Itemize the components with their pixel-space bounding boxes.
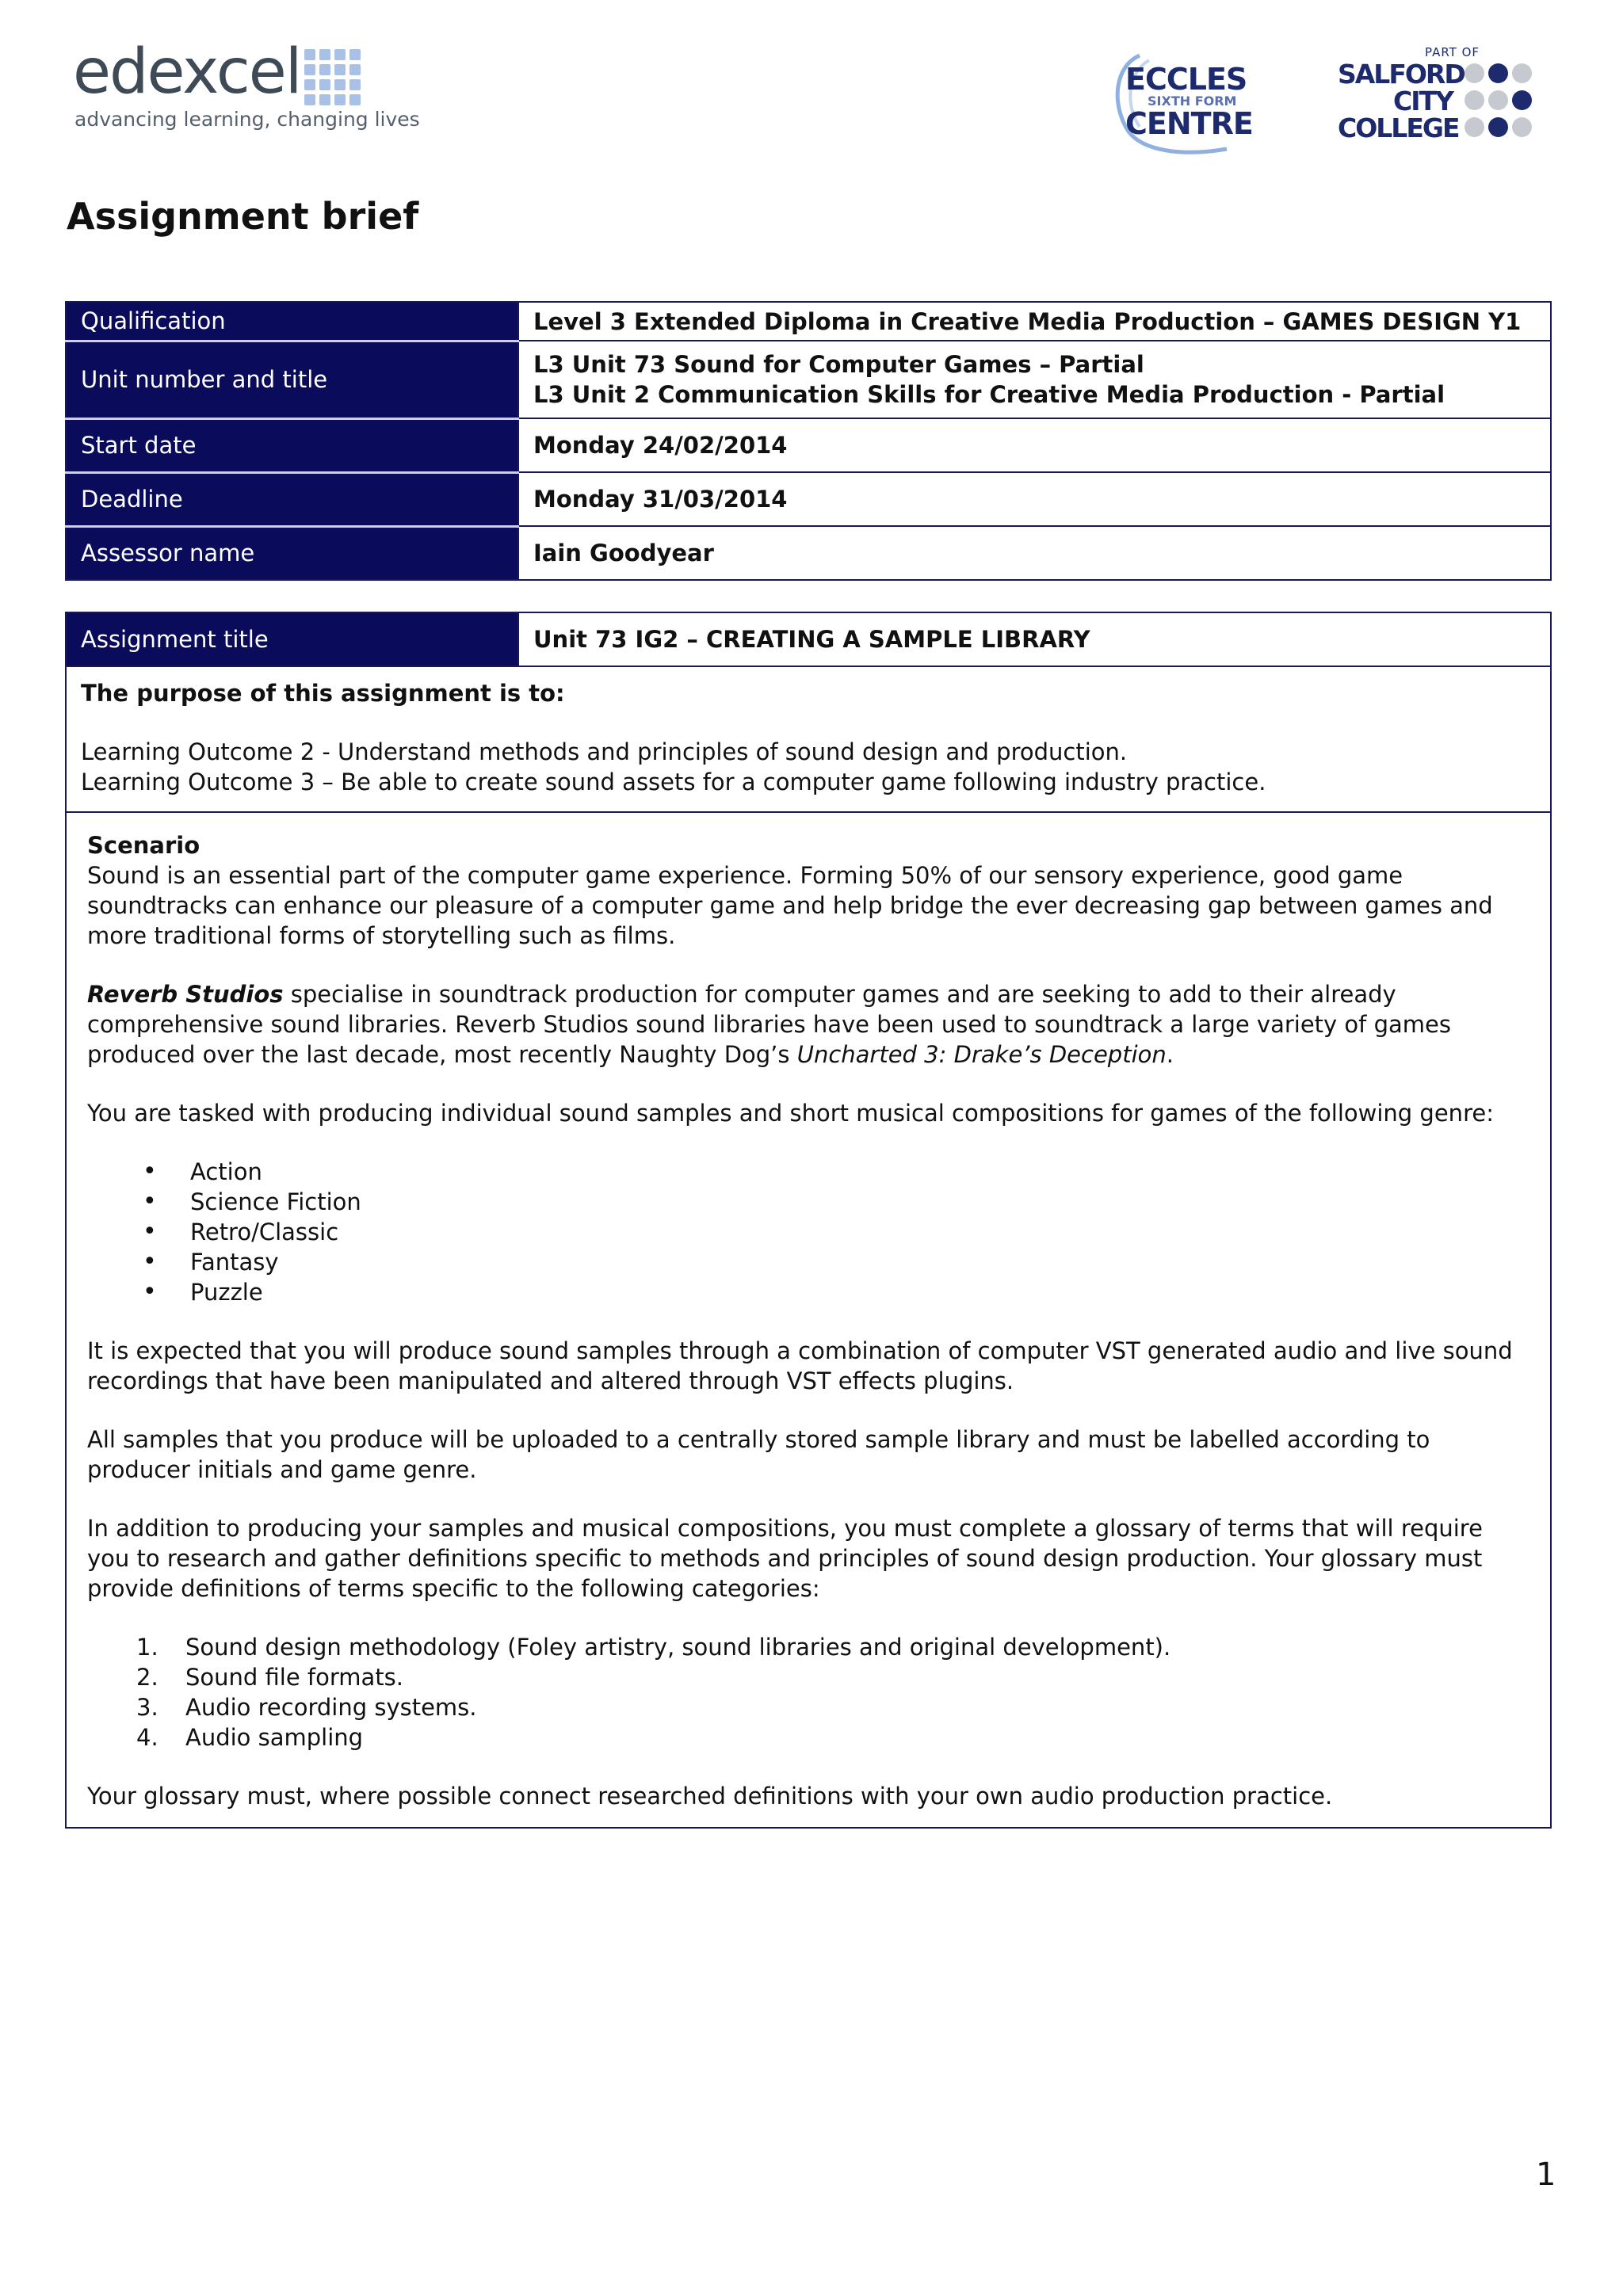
qualification-details-table	[65, 301, 1552, 581]
list-text: Audio recording systems.	[185, 1694, 477, 1721]
purpose-cell	[66, 666, 1551, 812]
page-title: Assignment brief	[67, 195, 419, 238]
salford-line3: COLLEGE	[1338, 113, 1459, 143]
genre-list	[87, 1157, 1529, 1307]
edexcel-wordmark: edexcel	[73, 36, 301, 108]
salford-dot-icon	[1488, 117, 1508, 137]
start-date-label: Start date	[66, 418, 518, 472]
scenario-cell	[66, 812, 1551, 1828]
list-item	[87, 1722, 1529, 1753]
list-item: • Science Fiction	[87, 1187, 1529, 1217]
list-item	[87, 1692, 1529, 1722]
assignment-title-row	[66, 612, 1551, 666]
studio-paragraph	[87, 979, 1529, 1070]
eccles-logo	[1108, 49, 1253, 158]
scenario-intro: Sound is an essential part of the computer game experience. Forming 50% of our sensory experience, good game soundtracks can enhance our pleasure of a computer game and help bridge the ever decreasing gap between games and more traditional forms of storytelling such as films.	[87, 862, 1493, 949]
salford-dot-icon	[1488, 63, 1508, 83]
studio-name: Reverb Studios	[87, 981, 284, 1008]
list-item: • Retro/Classic	[87, 1217, 1529, 1247]
purpose-heading: The purpose of this assignment is to:	[81, 680, 565, 707]
salford-dot-icon	[1465, 117, 1484, 137]
learning-outcome-3: Learning Outcome 3 – Be able to create sound assets for a computer game following industry practice.	[81, 769, 1266, 795]
unit-label: Unit number and title	[66, 341, 518, 418]
salford-dot-icon	[1512, 63, 1532, 83]
salford-dot-icon	[1512, 90, 1532, 110]
list-number: 1.	[136, 1634, 158, 1661]
deadline-row	[66, 472, 1551, 526]
deadline-label: Deadline	[66, 472, 518, 526]
expectation-paragraph: It is expected that you will produce sound samples through a combination of computer VST generated audio and live sound recordings that have been manipulated and altered through VST effects plugins.	[87, 1337, 1513, 1394]
salford-dot-icon	[1465, 90, 1484, 110]
assessor-value: Iain Goodyear	[518, 526, 1551, 580]
list-text: Sound design methodology (Foley artistry, sound libraries and original development).	[185, 1634, 1171, 1661]
scenario-row	[66, 812, 1551, 1828]
edexcel-tagline: advancing learning, changing lives	[74, 108, 420, 131]
unit-value-line1: L3 Unit 73 Sound for Computer Games – Partial	[533, 351, 1144, 378]
unit-row	[66, 341, 1551, 418]
list-item: • Action	[87, 1157, 1529, 1187]
assessor-row	[66, 526, 1551, 580]
eccles-line3: CENTRE	[1125, 106, 1253, 141]
list-item	[87, 1632, 1529, 1662]
start-date-row	[66, 418, 1551, 472]
salford-dot-icon	[1488, 90, 1508, 110]
edexcel-logo	[73, 36, 420, 135]
task-intro: You are tasked with producing individual sound samples and short musical compositions for games of the following genre:	[87, 1100, 1494, 1127]
salford-line1: SALFORD	[1338, 59, 1465, 90]
game-title: Uncharted 3: Drake’s Deception	[796, 1041, 1167, 1068]
salford-city-college-logo	[1331, 44, 1561, 143]
eccles-line2: SIXTH FORM	[1148, 93, 1237, 109]
list-text: Sound file formats.	[185, 1664, 404, 1691]
assignment-title-value: Unit 73 IG2 – CREATING A SAMPLE LIBRARY	[518, 612, 1551, 666]
purpose-row	[66, 666, 1551, 812]
upload-paragraph: All samples that you produce will be uploaded to a centrally stored sample library and must be labelled according to producer initials and game genre.	[87, 1426, 1430, 1483]
assessor-label: Assessor name	[66, 526, 518, 580]
list-item: • Fantasy	[87, 1247, 1529, 1277]
salford-part-of: PART OF	[1425, 45, 1480, 59]
deadline-value: Monday 31/03/2014	[518, 472, 1551, 526]
studio-text: specialise in soundtrack production for computer games and are seeking to add to their already comprehensive sound libraries. Reverb Studios sound libraries have been used to soundtrack a large variety of games produced over the last decade, most recently Naughty Dog’s	[87, 981, 1451, 1068]
glossary-category-list	[87, 1632, 1529, 1753]
closing-paragraph: Your glossary must, where possible connect researched definitions with your own audio production practice.	[87, 1783, 1333, 1810]
qualification-row	[66, 302, 1551, 341]
glossary-intro: In addition to producing your samples and musical compositions, you must complete a glossary of terms that will require you to research and gather definitions specific to methods and principles of sound design production. Your glossary must provide definitions of terms specific to the following categories:	[87, 1515, 1483, 1602]
assignment-table	[65, 612, 1552, 1829]
salford-dot-icon	[1465, 63, 1484, 83]
list-item	[87, 1662, 1529, 1692]
list-number: 4.	[136, 1724, 158, 1751]
start-date-value: Monday 24/02/2014	[518, 418, 1551, 472]
eccles-line1: ECCLES	[1125, 62, 1247, 97]
qualification-value: Level 3 Extended Diploma in Creative Media Production – GAMES DESIGN Y1	[518, 302, 1551, 341]
scenario-heading: Scenario	[87, 832, 200, 859]
assignment-title-label: Assignment title	[66, 612, 518, 666]
studio-end: .	[1166, 1041, 1174, 1068]
salford-line2: CITY	[1393, 86, 1453, 116]
list-number: 2.	[136, 1664, 158, 1691]
unit-value-line2: L3 Unit 2 Communication Skills for Creative Media Production - Partial	[533, 381, 1445, 408]
qualification-label: Qualification	[66, 302, 518, 341]
learning-outcome-2: Learning Outcome 2 - Understand methods and principles of sound design and production.	[81, 738, 1128, 765]
salford-dot-icon	[1512, 117, 1532, 137]
edexcel-dots-icon	[304, 49, 361, 106]
list-item: • Puzzle	[87, 1277, 1529, 1307]
page-number: 1	[1536, 2157, 1556, 2193]
list-number: 3.	[136, 1694, 158, 1721]
unit-value	[518, 341, 1551, 418]
list-text: Audio sampling	[185, 1724, 364, 1751]
